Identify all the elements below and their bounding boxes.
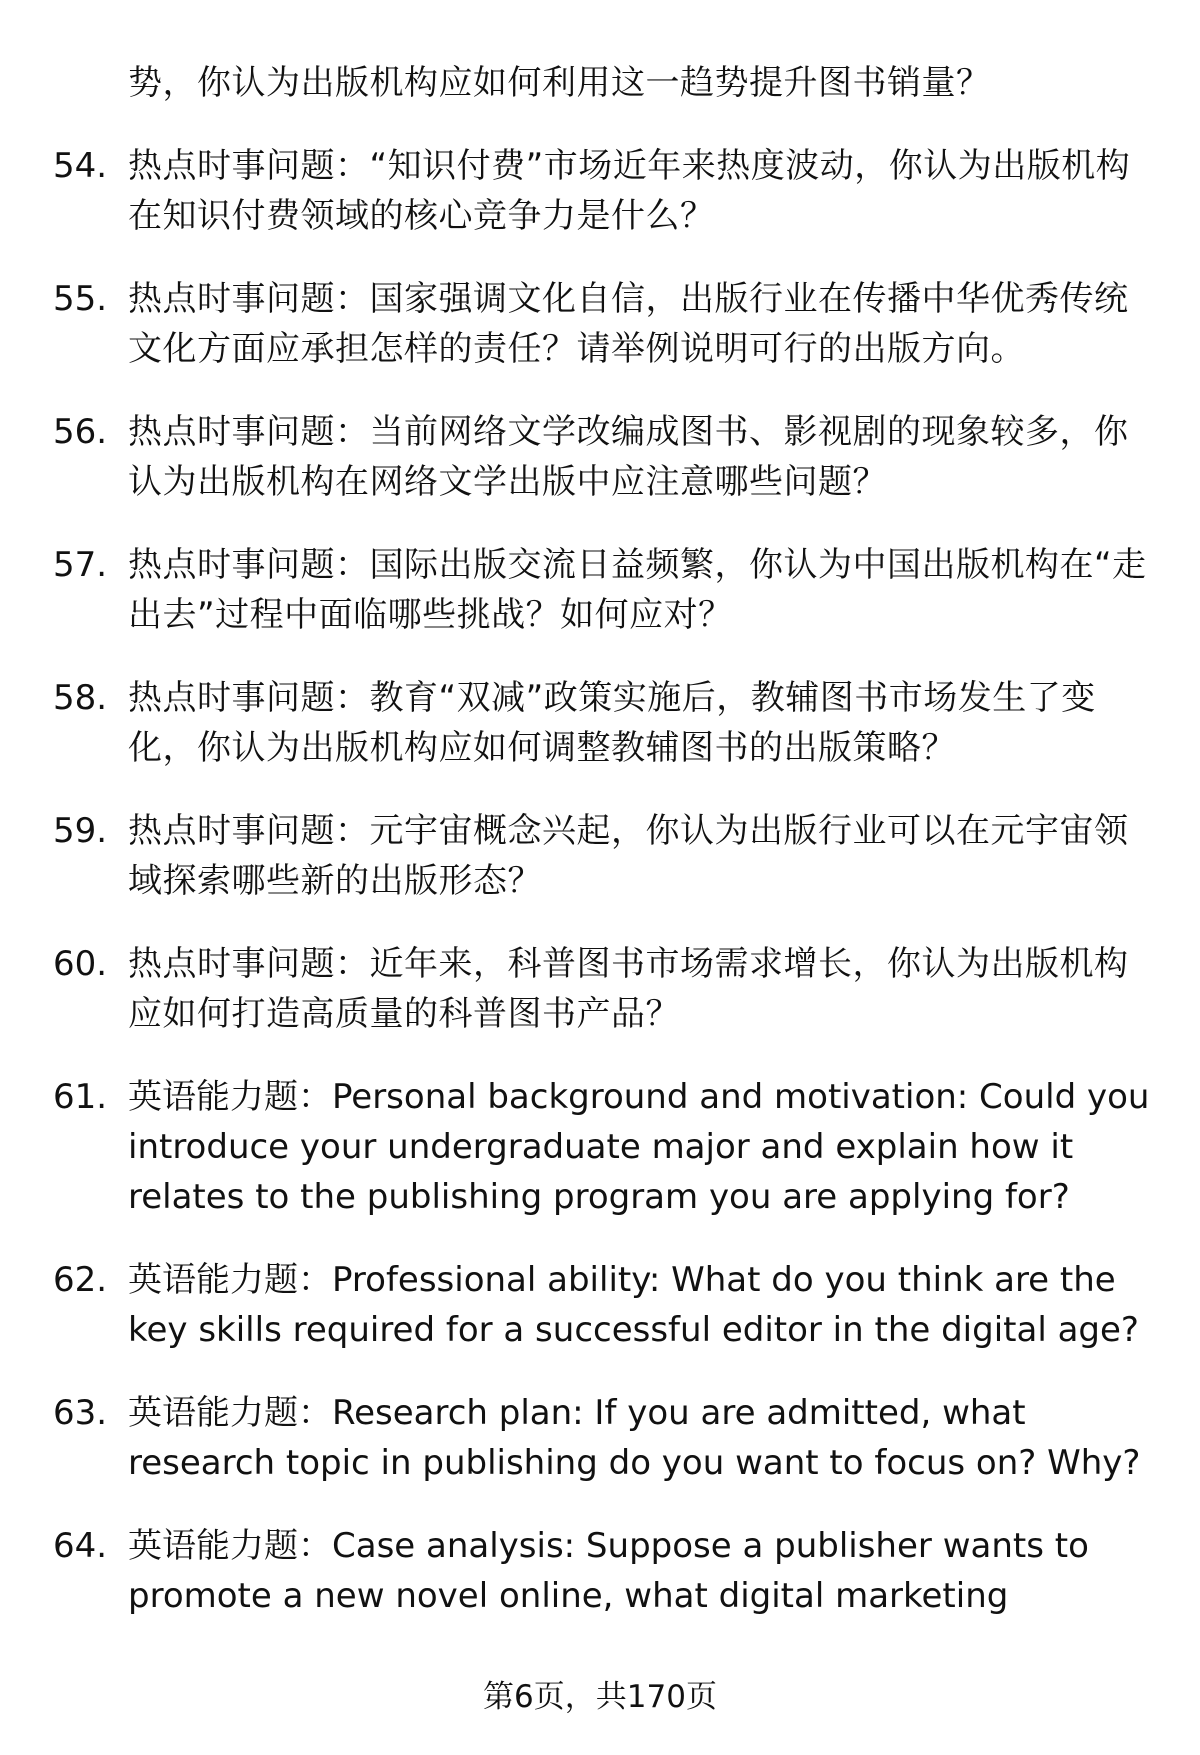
question-item <box>0 274 1200 374</box>
question-number: 54. <box>53 146 108 186</box>
question-text: 英语能力题：Research plan: If you are admitted, what research topic in publishing do you want to focus on? Why? <box>128 1393 1141 1483</box>
question-text: 英语能力题：Case analysis: Suppose a publisher wants to promote a new novel online, what digital marketing <box>128 1526 1089 1616</box>
question-number: 57. <box>53 545 108 585</box>
question-item <box>0 806 1200 906</box>
question-text: 热点时事问题：国家强调文化自信，出版行业在传播中华优秀传统文化方面应承担怎样的责任？请举例说明可行的出版方向。 <box>128 279 1129 369</box>
question-item <box>0 1521 1200 1621</box>
question-item <box>0 141 1200 241</box>
question-text: 热点时事问题：元宇宙概念兴起，你认为出版行业可以在元宇宙领域探索哪些新的出版形态？ <box>128 811 1129 901</box>
question-item <box>0 939 1200 1039</box>
question-continuation <box>0 58 1200 108</box>
question-item <box>0 673 1200 773</box>
question-item <box>0 540 1200 640</box>
question-text: 英语能力题：Personal background and motivation: Could you introduce your undergraduate major and explain how it relates to the publishing program you are applying for? <box>128 1077 1150 1217</box>
question-number: 62. <box>53 1260 108 1300</box>
page-footer: 第6页，共170页 <box>483 1679 717 1715</box>
question-item <box>0 1388 1200 1488</box>
question-text: 热点时事问题：“知识付费”市场近年来热度波动，你认为出版机构在知识付费领域的核心竞争力是什么？ <box>128 146 1131 236</box>
question-number: 59. <box>53 811 108 851</box>
question-item <box>0 1072 1200 1222</box>
question-number: 56. <box>53 412 108 452</box>
question-list <box>0 58 1200 1654</box>
question-text: 热点时事问题：国际出版交流日益频繁，你认为中国出版机构在“走出去”过程中面临哪些挑战？如何应对？ <box>128 545 1147 635</box>
question-number: 60. <box>53 944 108 984</box>
question-text: 热点时事问题：教育“双减”政策实施后，教辅图书市场发生了变化，你认为出版机构应如何调整教辅图书的出版策略？ <box>128 678 1096 768</box>
question-item <box>0 1255 1200 1355</box>
question-text: 英语能力题：Professional ability: What do you think are the key skills required for a successful editor in the digital age? <box>128 1260 1139 1350</box>
question-number: 55. <box>53 279 108 319</box>
question-item <box>0 407 1200 507</box>
question-text: 势，你认为出版机构应如何利用这一趋势提升图书销量？ <box>128 63 991 103</box>
question-text: 热点时事问题：当前网络文学改编成图书、影视剧的现象较多，你认为出版机构在网络文学出版中应注意哪些问题？ <box>128 412 1129 502</box>
question-number: 64. <box>53 1526 108 1566</box>
question-number: 61. <box>53 1077 108 1117</box>
question-number: 63. <box>53 1393 108 1433</box>
question-text: 热点时事问题：近年来，科普图书市场需求增长，你认为出版机构应如何打造高质量的科普图书产品？ <box>128 944 1129 1034</box>
question-number: 58. <box>53 678 108 718</box>
